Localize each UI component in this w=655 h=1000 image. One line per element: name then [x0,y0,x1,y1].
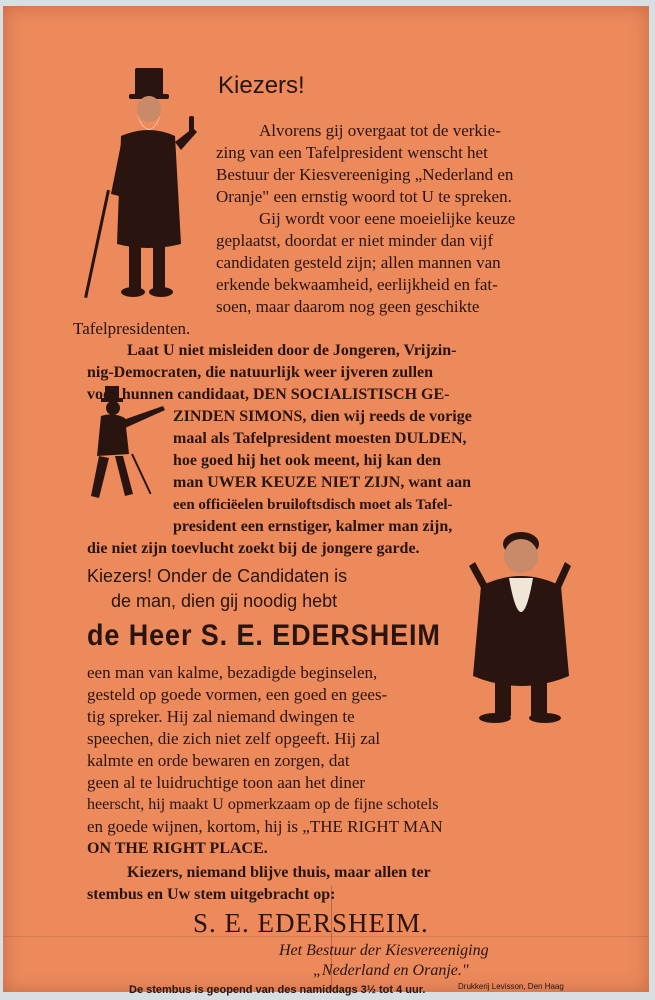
jovial-man-icon [465,526,577,746]
warning-line: Laat U niet misleiden door de Jongeren, Vrijzin- [127,342,457,359]
warning-line: die niet zijn toevlucht zoekt bij de jongere garde. [87,540,420,557]
appeal-line: stembus en Uw stem uitgebracht op: [87,886,336,903]
praise-line: tig spreker. Hij zal niemand dwingen te [87,707,355,726]
candidate-name: S. E. EDERSHEIM. [193,908,429,938]
warning-line: nig-Democraten, die natuurlijk weer ijveren zullen [87,364,434,381]
poster-title: Kiezers! [218,72,305,99]
warning-line: man UWER KEUZE NIET ZIJN, want aan [173,474,471,491]
appeal-line: Kiezers, niemand blijve thuis, maar allen ter [127,864,431,881]
intro-line: Gij wordt voor eene moeielijke keuze [259,209,516,228]
warning-line: een officiëelen bruiloftsdisch moet als Tafel- [173,497,453,513]
intro-line: candidaten gesteld zijn; allen mannen van [216,253,501,272]
intro-line: geplaatst, doordat er niet minder dan vijf [216,231,494,250]
praise-line: een man van kalme, bezadigde beginselen, [87,663,378,682]
warning-line: hoe goed hij het ook meent, hij kan den [173,452,442,469]
headline-name: de Heer S. E. EDERSHEIM [87,619,441,652]
poster-sheet [3,6,649,996]
intro-line: Oranje" een ernstig woord tot U te spreken. [216,187,512,206]
intro-line: erkende bekwaamheid, eerlijkheid en fat- [216,275,498,294]
signature-line: Het Bestuur der Kiesvereeniging [279,942,489,959]
polling-hours-footer: De stembus is geopend van des namiddags 3½ tot 4 uur. [129,984,426,996]
top-hat-gentleman-icon [77,64,207,304]
warning-line: ZINDEN SIMONS, dien wij reeds de vorige [173,408,472,425]
warning-line: president een ernstiger, kalmer man zijn, [173,518,453,535]
intro-line: Tafelpresidenten. [73,319,191,338]
praise-line: geen al te luidruchtige toon aan het diner [87,773,366,792]
printer-credit: Drukkerij Levisson, Den Haag [458,982,564,991]
intro-line: soen, maar daarom nog geen geschikte [216,297,480,316]
intro-line: zing van een Tafelpresident wenscht het [216,143,488,162]
praise-line: speechen, die zich niet zelf opgeeft. Hij zal [87,729,381,748]
praise-line: kalmte en orde bewaren en zorgen, dat [87,751,350,770]
praise-line: en goede wijnen, kortom, hij is „THE RIGHT MAN [87,817,443,836]
signature-line: „Nederland en Oranje." [313,962,469,979]
praise-line: gesteld op goede vormen, een goed en gees- [87,685,388,704]
call-line: de man, dien gij noodig hebt [111,591,338,611]
intro-line: Bestuur der Kiesvereeniging „Nederland en [216,165,514,184]
warning-line: voor hunnen candidaat, DEN SOCIALISTISCH GE- [87,386,450,403]
praise-line: heerscht, hij maakt U opmerkzaam op de fijne schotels [87,796,439,813]
warning-line: maal als Tafelpresident moesten DULDEN, [173,430,467,447]
call-line: Kiezers! Onder de Candidaten is [87,566,348,586]
praise-line: ON THE RIGHT PLACE. [87,840,268,857]
intro-line: Alvorens gij overgaat tot de verkie- [259,121,501,140]
